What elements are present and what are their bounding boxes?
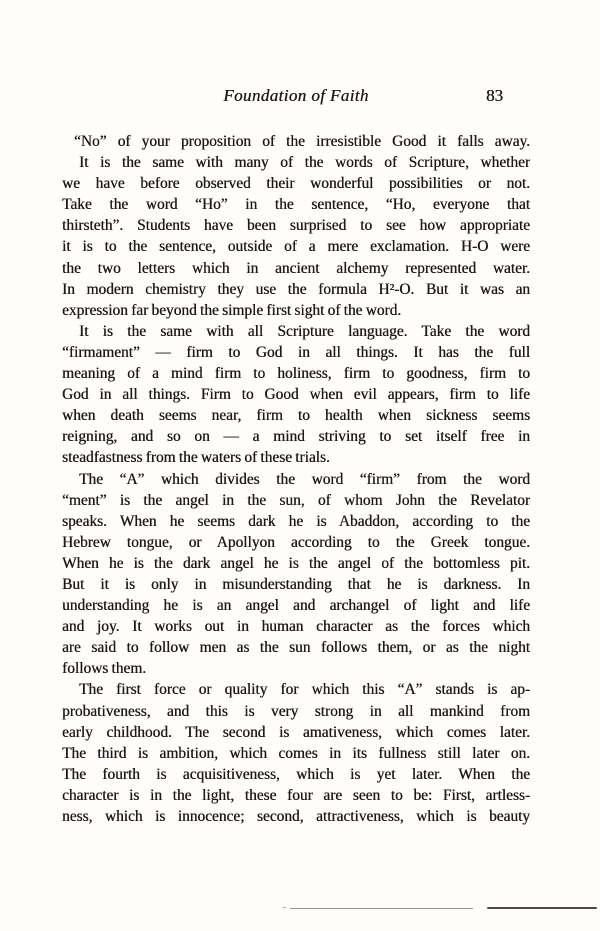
text-line: reigning, and so on — a mind striving to set itself free in [62, 428, 530, 446]
text-line: The “A” which divides the word “firm” from the word [79, 470, 530, 488]
text-line: In modern chemistry they use the formula H²-O. But it was an [62, 280, 530, 298]
text-line: thirsteth”. Students have been surprised to see how appropriate [62, 217, 530, 235]
paragraph [62, 469, 530, 680]
text-line: But it is only in misunderstanding that he is darkness. In [62, 575, 530, 593]
text-line: steadfastness from the waters of these trials. [62, 449, 330, 467]
text-line: follows them. [62, 660, 147, 678]
paragraph [62, 152, 530, 321]
text-line: character is in the light, these four are seen to be: First, artless- [62, 786, 530, 804]
text-line: probativeness, and this is very strong in all mankind from [62, 702, 530, 720]
scan-artifact-dot [283, 907, 286, 908]
text-line: and joy. It works out in human character as the forces which [62, 618, 530, 636]
paragraph [62, 679, 530, 827]
paragraph [62, 131, 530, 152]
text-line: It is the same with many of the words of Scripture, whether [79, 154, 530, 172]
text-line: “No” of your proposition of the irresistible Good it falls away. [74, 133, 530, 150]
scan-artifact-line-dark [487, 907, 597, 909]
text-line: “ment” is the angel in the sun, of whom John the Revelator [62, 491, 530, 509]
text-line: the two letters which in ancient alchemy represented water. [62, 259, 530, 277]
text-line: early childhood. The second is amativeness, which comes later. [62, 723, 530, 741]
text-line: God in all things. Firm to Good when evil appears, firm to life [62, 386, 530, 404]
text-line: It is the same with all Scripture language. Take the word [79, 322, 530, 340]
text-line: speaks. When he seems dark he is Abaddon, according to the [62, 512, 530, 530]
text-line: are said to follow men as the sun follows them, or as the night [62, 639, 530, 657]
text-line: meaning of a mind firm to holiness, firm to goodness, firm to [62, 365, 530, 383]
text-line: “firmament” — firm to God in all things. It has the full [62, 343, 530, 361]
text-line: we have before observed their wonderful possibilities or not. [62, 175, 530, 193]
text-line: The fourth is acquisitiveness, which is yet later. When the [62, 765, 530, 783]
text-line: it is to the sentence, outside of a mere exclamation. H-O were [62, 238, 530, 256]
page-title: Foundation of Faith [223, 86, 369, 105]
text-line: expression far beyond the simple first sight of the word. [62, 301, 402, 319]
text-line: understanding he is an angel and archangel of light and life [62, 597, 530, 615]
text-line: Take the word “Ho” in the sentence, “Ho, everyone that [62, 196, 530, 214]
scan-artifact-line-faint [290, 908, 473, 909]
text-block [62, 131, 530, 827]
paragraph [62, 321, 530, 469]
text-line: When he is the dark angel he is the angel of the bottomless pit. [62, 554, 530, 572]
text-line: Hebrew tongue, or Apollyon according to the Greek tongue. [62, 533, 530, 551]
text-line: The first force or quality for which this “A” stands is ap- [79, 681, 530, 699]
text-line: when death seems near, firm to health when sickness seems [62, 407, 530, 425]
text-line: ness, which is innocence; second, attractiveness, which is beauty [62, 808, 530, 825]
text-line: The third is ambition, which comes in its fullness still later on. [62, 744, 530, 762]
page-number: 83 [486, 86, 503, 105]
running-header [62, 85, 530, 109]
